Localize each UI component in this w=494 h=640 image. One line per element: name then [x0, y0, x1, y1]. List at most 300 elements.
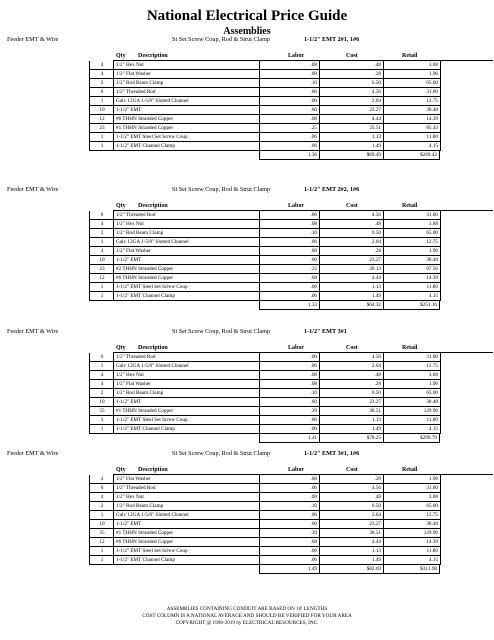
labor-cell: .25: [260, 124, 320, 133]
description-cell: 1/2" Flat Washer: [114, 475, 260, 484]
qty-cell: 1: [89, 97, 114, 106]
description-cell: #6 THHN Stranded Copper: [114, 538, 260, 547]
table-row: [114, 556, 493, 565]
retail-cell: 67.56: [384, 265, 441, 274]
labor-cell: .06: [260, 292, 320, 301]
column-header-cost: Cost: [346, 345, 358, 351]
description-cell: Galv 12GA 1-5/8" Slotted Channel: [114, 97, 260, 106]
description-cell: 1-1/2" EMT: [114, 256, 260, 265]
retail-cell: 11.80: [384, 283, 441, 292]
assembly-section: [0, 326, 494, 443]
items-table: [99, 352, 493, 434]
description-cell: 1/2" Threaded Rod: [114, 353, 260, 362]
qty-cell: 35: [89, 407, 114, 416]
cost-cell: 23.27: [320, 256, 384, 265]
cost-cell: 6.50: [320, 79, 384, 88]
assembly-section: [0, 184, 494, 310]
labor-cell: .06: [260, 362, 320, 371]
cost-cell: .28: [320, 380, 384, 389]
labor-cell: .08: [260, 371, 320, 380]
retail-cell: 85.43: [384, 124, 441, 133]
description-cell: 1/2" Rod Beam Clamp: [114, 229, 260, 238]
retail-cell: 31.80: [384, 353, 441, 362]
section-category: Feeder EMT & Wire: [7, 36, 59, 43]
retail-cell: 3.88: [384, 61, 441, 70]
retail-cell: 11.80: [384, 416, 441, 425]
description-cell: #6 THHN Stranded Copper: [114, 115, 260, 124]
section-code: 1-1/2" EMT 2#1, 1#6: [304, 36, 360, 43]
labor-cell: .10: [260, 79, 320, 88]
cost-cell: 38.51: [320, 529, 384, 538]
table-row: [114, 475, 493, 484]
total-labor: 1.33: [259, 301, 319, 310]
retail-cell: 12.75: [384, 238, 441, 247]
column-header-retail: Retail: [402, 467, 418, 473]
column-headers: [0, 196, 494, 210]
labor-cell: .08: [260, 220, 320, 229]
retail-cell: 1.96: [384, 70, 441, 79]
cost-cell: 38.51: [320, 407, 384, 416]
description-cell: 1/2" Hex Nut: [114, 371, 260, 380]
qty-cell: 10: [89, 398, 114, 407]
labor-cell: .08: [260, 61, 320, 70]
retail-cell: 38.48: [384, 106, 441, 115]
retail-cell: 3.88: [384, 220, 441, 229]
cost-cell: 4.56: [320, 211, 384, 220]
cost-cell: .48: [320, 61, 384, 70]
cost-cell: 4.56: [320, 353, 384, 362]
column-headers: [0, 338, 494, 352]
description-cell: #1 THHN Stranded Copper: [114, 407, 260, 416]
total-retail: $299.79: [383, 434, 440, 443]
retail-cell: 11.80: [384, 547, 441, 556]
description-cell: 1/2" Rod Beam Clamp: [114, 502, 260, 511]
retail-cell: 4.15: [384, 556, 441, 565]
description-cell: 1/2" Hex Nut: [114, 493, 260, 502]
table-row: [114, 79, 493, 88]
table-row: [114, 407, 493, 416]
labor-cell: .06: [260, 238, 320, 247]
cost-cell: 4.44: [320, 115, 384, 124]
qty-cell: 1: [89, 425, 114, 434]
cost-cell: 2.04: [320, 238, 384, 247]
table-row: [114, 511, 493, 520]
labor-cell: .23: [260, 265, 320, 274]
table-row: [114, 238, 493, 247]
table-row: [114, 256, 493, 265]
table-row: [114, 283, 493, 292]
description-cell: 1/2" Flat Washer: [114, 380, 260, 389]
labor-cell: .06: [260, 425, 320, 434]
labor-cell: .08: [260, 70, 320, 79]
cost-cell: 20.13: [320, 265, 384, 274]
retail-cell: 65.00: [384, 502, 441, 511]
description-cell: #1 THHN Stranded Copper: [114, 124, 260, 133]
labor-cell: .06: [260, 484, 320, 493]
cost-cell: 6.50: [320, 502, 384, 511]
cost-cell: 4.56: [320, 484, 384, 493]
qty-cell: 6: [89, 211, 114, 220]
table-row: [114, 97, 493, 106]
description-cell: 1/2" Hex Nut: [114, 61, 260, 70]
labor-cell: .60: [260, 106, 320, 115]
column-header-description: Description: [138, 53, 168, 59]
table-row: [114, 115, 493, 124]
qty-cell: 4: [89, 475, 114, 484]
qty-column: [89, 211, 114, 301]
labor-cell: .06: [260, 556, 320, 565]
section-header: [0, 34, 494, 46]
total-cost: $69.49: [319, 151, 383, 160]
retail-cell: 31.80: [384, 484, 441, 493]
qty-cell: 4: [89, 380, 114, 389]
cost-cell: 1.49: [320, 425, 384, 434]
column-headers: [0, 46, 494, 60]
description-cell: Galv 12GA 1-5/8" Slotted Channel: [114, 511, 260, 520]
qty-cell: 6: [89, 353, 114, 362]
labor-cell: .08: [260, 493, 320, 502]
retail-cell: 4.15: [384, 292, 441, 301]
totals-row: [259, 301, 494, 310]
cost-cell: 25.51: [320, 124, 384, 133]
retail-cell: 12.75: [384, 362, 441, 371]
labor-cell: .39: [260, 529, 320, 538]
labor-cell: .06: [260, 416, 320, 425]
table-row: [114, 547, 493, 556]
total-labor: 1.36: [259, 151, 319, 160]
cost-cell: .48: [320, 371, 384, 380]
table-row: [114, 520, 493, 529]
description-cell: 1-1/2" EMT Steel Set Screw Coup: [114, 547, 260, 556]
column-header-description: Description: [138, 203, 168, 209]
retail-cell: 4.15: [384, 142, 441, 151]
cost-cell: 6.50: [320, 389, 384, 398]
cost-cell: 23.27: [320, 520, 384, 529]
cost-cell: 4.44: [320, 274, 384, 283]
cost-cell: 1.13: [320, 416, 384, 425]
description-cell: Galv 12GA 1-5/8" Slotted Channel: [114, 362, 260, 371]
cost-cell: .28: [320, 70, 384, 79]
cost-cell: 1.49: [320, 292, 384, 301]
description-cell: 1-1/2" EMT Channel Clamp: [114, 556, 260, 565]
qty-cell: 6: [89, 88, 114, 97]
table-row: [114, 265, 493, 274]
retail-cell: 14.39: [384, 274, 441, 283]
description-cell: 1-1/2" EMT Channel Clamp: [114, 292, 260, 301]
table-row: [114, 389, 493, 398]
qty-column: [89, 475, 114, 565]
qty-cell: 4: [89, 493, 114, 502]
description-cell: #6 THHN Stranded Copper: [114, 274, 260, 283]
items-table: [99, 60, 493, 151]
total-labor: 1.49: [259, 565, 319, 574]
column-header-labor: Labor: [288, 53, 305, 59]
section-code: 1-1/2" EMT 3#1, 1#6: [304, 450, 360, 457]
qty-cell: 10: [89, 256, 114, 265]
description-cell: 1-1/2" EMT: [114, 520, 260, 529]
description-cell: 1-1/2" EMT Channel Clamp: [114, 142, 260, 151]
section-description: St Set Screw Coup, Rod & Strut Clamp: [172, 450, 270, 457]
page-title: National Electrical Price Guide: [146, 8, 348, 24]
qty-cell: 1: [89, 362, 114, 371]
table-row: [114, 493, 493, 502]
table-row: [114, 133, 493, 142]
qty-cell: 2: [89, 79, 114, 88]
total-retail: $313.98: [383, 565, 440, 574]
cost-cell: 2.04: [320, 362, 384, 371]
column-header-retail: Retail: [402, 345, 418, 351]
section-description: St Set Screw Coup, Rod & Strut Clamp: [172, 36, 270, 43]
table-row: [114, 425, 493, 434]
labor-cell: .06: [260, 88, 320, 97]
table-row: [114, 88, 493, 97]
qty-cell: 4: [89, 371, 114, 380]
table-row: [114, 538, 493, 547]
table-row: [114, 353, 493, 362]
labor-cell: .06: [260, 97, 320, 106]
cost-cell: 1.13: [320, 547, 384, 556]
section-header: [0, 448, 494, 460]
cost-cell: 2.04: [320, 97, 384, 106]
footer: [0, 606, 494, 627]
column-header-labor: Labor: [288, 203, 305, 209]
labor-cell: .10: [260, 229, 320, 238]
retail-cell: 11.80: [384, 133, 441, 142]
retail-cell: 38.48: [384, 398, 441, 407]
section-category: Feeder EMT & Wire: [7, 328, 59, 335]
column-header-cost: Cost: [346, 203, 358, 209]
retail-cell: 3.88: [384, 493, 441, 502]
column-header-description: Description: [138, 345, 168, 351]
description-cell: 1/2" Threaded Rod: [114, 88, 260, 97]
retail-cell: 14.39: [384, 538, 441, 547]
assembly-section: [0, 34, 494, 160]
qty-cell: 1: [89, 547, 114, 556]
table-row: [114, 292, 493, 301]
labor-cell: .08: [260, 475, 320, 484]
column-header-cost: Cost: [346, 53, 358, 59]
retail-cell: 14.39: [384, 115, 441, 124]
description-cell: 1/2" Hex Nut: [114, 220, 260, 229]
section-description: St Set Screw Coup, Rod & Strut Clamp: [172, 328, 270, 335]
labor-cell: .39: [260, 407, 320, 416]
qty-cell: 23: [89, 124, 114, 133]
totals-row: [259, 434, 494, 443]
table-row: [114, 61, 493, 70]
retail-cell: 1.96: [384, 247, 441, 256]
qty-cell: 12: [89, 274, 114, 283]
section-category: Feeder EMT & Wire: [7, 450, 59, 457]
table-row: [114, 124, 493, 133]
retail-cell: 65.00: [384, 389, 441, 398]
labor-cell: .08: [260, 538, 320, 547]
description-cell: Galv 12GA 1-5/8" Slotted Channel: [114, 238, 260, 247]
cost-cell: 23.27: [320, 398, 384, 407]
retail-cell: 1.96: [384, 475, 441, 484]
footer-line: ASSEMBLIES CONTAINING CONDUIT ARE BASED ON 10' LENGTHS: [166, 606, 328, 612]
cost-cell: 23.27: [320, 106, 384, 115]
qty-cell: 1: [89, 556, 114, 565]
qty-cell: 12: [89, 538, 114, 547]
cost-cell: .48: [320, 220, 384, 229]
description-cell: 1-1/2" EMT: [114, 398, 260, 407]
table-row: [114, 362, 493, 371]
qty-column: [89, 353, 114, 434]
retail-cell: 65.00: [384, 79, 441, 88]
footer-line: COPYRIGHT @ 1996-2019 by ELECTRICAL RESOURCES, INC.: [175, 620, 319, 626]
retail-cell: 12.75: [384, 511, 441, 520]
qty-cell: 1: [89, 238, 114, 247]
table-row: [114, 142, 493, 151]
retail-cell: 3.88: [384, 371, 441, 380]
cost-cell: 1.49: [320, 556, 384, 565]
qty-cell: 4: [89, 247, 114, 256]
qty-cell: 1: [89, 511, 114, 520]
retail-cell: 4.15: [384, 425, 441, 434]
total-labor: 1.41: [259, 434, 319, 443]
description-cell: 1/2" Rod Beam Clamp: [114, 389, 260, 398]
labor-cell: .60: [260, 520, 320, 529]
labor-cell: .10: [260, 389, 320, 398]
qty-cell: 2: [89, 229, 114, 238]
retail-cell: 38.48: [384, 520, 441, 529]
retail-cell: 31.80: [384, 211, 441, 220]
section-description: St Set Screw Coup, Rod & Strut Clamp: [172, 186, 270, 193]
labor-cell: .06: [260, 142, 320, 151]
section-code: 1-1/2" EMT 2#2, 1#6: [304, 186, 360, 193]
table-row: [114, 274, 493, 283]
qty-cell: 2: [89, 389, 114, 398]
description-cell: 1-1/2" EMT Steel Set Screw Coup: [114, 416, 260, 425]
cost-cell: .48: [320, 493, 384, 502]
qty-cell: 23: [89, 265, 114, 274]
section-header: [0, 326, 494, 338]
description-cell: 1/2" Flat Washer: [114, 247, 260, 256]
retail-cell: 12.75: [384, 97, 441, 106]
column-header-retail: Retail: [402, 53, 418, 59]
qty-cell: 4: [89, 61, 114, 70]
page-subtitle: Assemblies: [223, 26, 271, 37]
items-table: [99, 210, 493, 301]
cost-cell: 1.13: [320, 283, 384, 292]
table-row: [114, 484, 493, 493]
labor-cell: .08: [260, 380, 320, 389]
description-cell: 1-1/2" EMT Steel Set Screw Coup: [114, 133, 260, 142]
table-row: [114, 398, 493, 407]
qty-cell: 1: [89, 133, 114, 142]
table-row: [114, 247, 493, 256]
cost-cell: .28: [320, 247, 384, 256]
table-row: [114, 220, 493, 229]
total-cost: $78.25: [319, 434, 383, 443]
qty-cell: 1: [89, 283, 114, 292]
column-header-qty: Qty: [116, 53, 126, 59]
table-row: [114, 211, 493, 220]
labor-cell: .06: [260, 353, 320, 362]
items-table: [99, 474, 493, 565]
cost-cell: 2.04: [320, 511, 384, 520]
totals-row: [259, 151, 494, 160]
retail-cell: 31.80: [384, 88, 441, 97]
table-row: [114, 529, 493, 538]
description-cell: 1/2" Threaded Rod: [114, 211, 260, 220]
qty-column: [89, 61, 114, 151]
column-header-description: Description: [138, 467, 168, 473]
column-header-cost: Cost: [346, 467, 358, 473]
description-cell: #2 THHN Stranded Copper: [114, 265, 260, 274]
cost-cell: 6.50: [320, 229, 384, 238]
cost-cell: 1.13: [320, 133, 384, 142]
section-category: Feeder EMT & Wire: [7, 186, 59, 193]
table-row: [114, 229, 493, 238]
section-header: [0, 184, 494, 196]
qty-cell: 1: [89, 292, 114, 301]
column-header-qty: Qty: [116, 345, 126, 351]
column-header-retail: Retail: [402, 203, 418, 209]
table-row: [114, 380, 493, 389]
description-cell: #1 THHN Stranded Copper: [114, 529, 260, 538]
qty-cell: 4: [89, 70, 114, 79]
qty-cell: 12: [89, 115, 114, 124]
qty-cell: 10: [89, 106, 114, 115]
cost-cell: 4.44: [320, 538, 384, 547]
description-cell: 1/2" Rod Beam Clamp: [114, 79, 260, 88]
section-code: 1-1/2" EMT 3#1: [304, 328, 347, 335]
labor-cell: .10: [260, 502, 320, 511]
description-cell: 1-1/2" EMT Steel Set Screw Coup: [114, 283, 260, 292]
totals-row: [259, 565, 494, 574]
column-header-qty: Qty: [116, 467, 126, 473]
qty-cell: 1: [89, 416, 114, 425]
cost-cell: .28: [320, 475, 384, 484]
labor-cell: .08: [260, 274, 320, 283]
total-cost: $82.69: [319, 565, 383, 574]
labor-cell: .60: [260, 398, 320, 407]
qty-cell: 1: [89, 142, 114, 151]
column-header-labor: Labor: [288, 345, 305, 351]
labor-cell: .06: [260, 283, 320, 292]
retail-cell: 38.48: [384, 256, 441, 265]
labor-cell: .06: [260, 133, 320, 142]
total-retail: $269.42: [383, 151, 440, 160]
labor-cell: .06: [260, 211, 320, 220]
table-row: [114, 416, 493, 425]
footer-line: COST COLUMN IS A NATIONAL AVERAGE AND SHOULD BE VERIFIED FOR YOUR AREA: [142, 613, 352, 619]
cost-cell: 4.56: [320, 88, 384, 97]
total-retail: $251.16: [383, 301, 440, 310]
column-header-qty: Qty: [116, 203, 126, 209]
column-header-labor: Labor: [288, 467, 305, 473]
description-cell: 1/2" Flat Washer: [114, 70, 260, 79]
labor-cell: .06: [260, 547, 320, 556]
qty-cell: 4: [89, 220, 114, 229]
labor-cell: .60: [260, 256, 320, 265]
table-row: [114, 106, 493, 115]
assembly-section: [0, 448, 494, 574]
table-row: [114, 371, 493, 380]
table-row: [114, 70, 493, 79]
qty-cell: 35: [89, 529, 114, 538]
retail-cell: 129.96: [384, 529, 441, 538]
qty-cell: 10: [89, 520, 114, 529]
qty-cell: 2: [89, 502, 114, 511]
labor-cell: .08: [260, 247, 320, 256]
cost-cell: 1.49: [320, 142, 384, 151]
total-cost: $64.32: [319, 301, 383, 310]
description-cell: 1-1/2" EMT Channel Clamp: [114, 425, 260, 434]
qty-cell: 6: [89, 484, 114, 493]
retail-cell: 1.96: [384, 380, 441, 389]
